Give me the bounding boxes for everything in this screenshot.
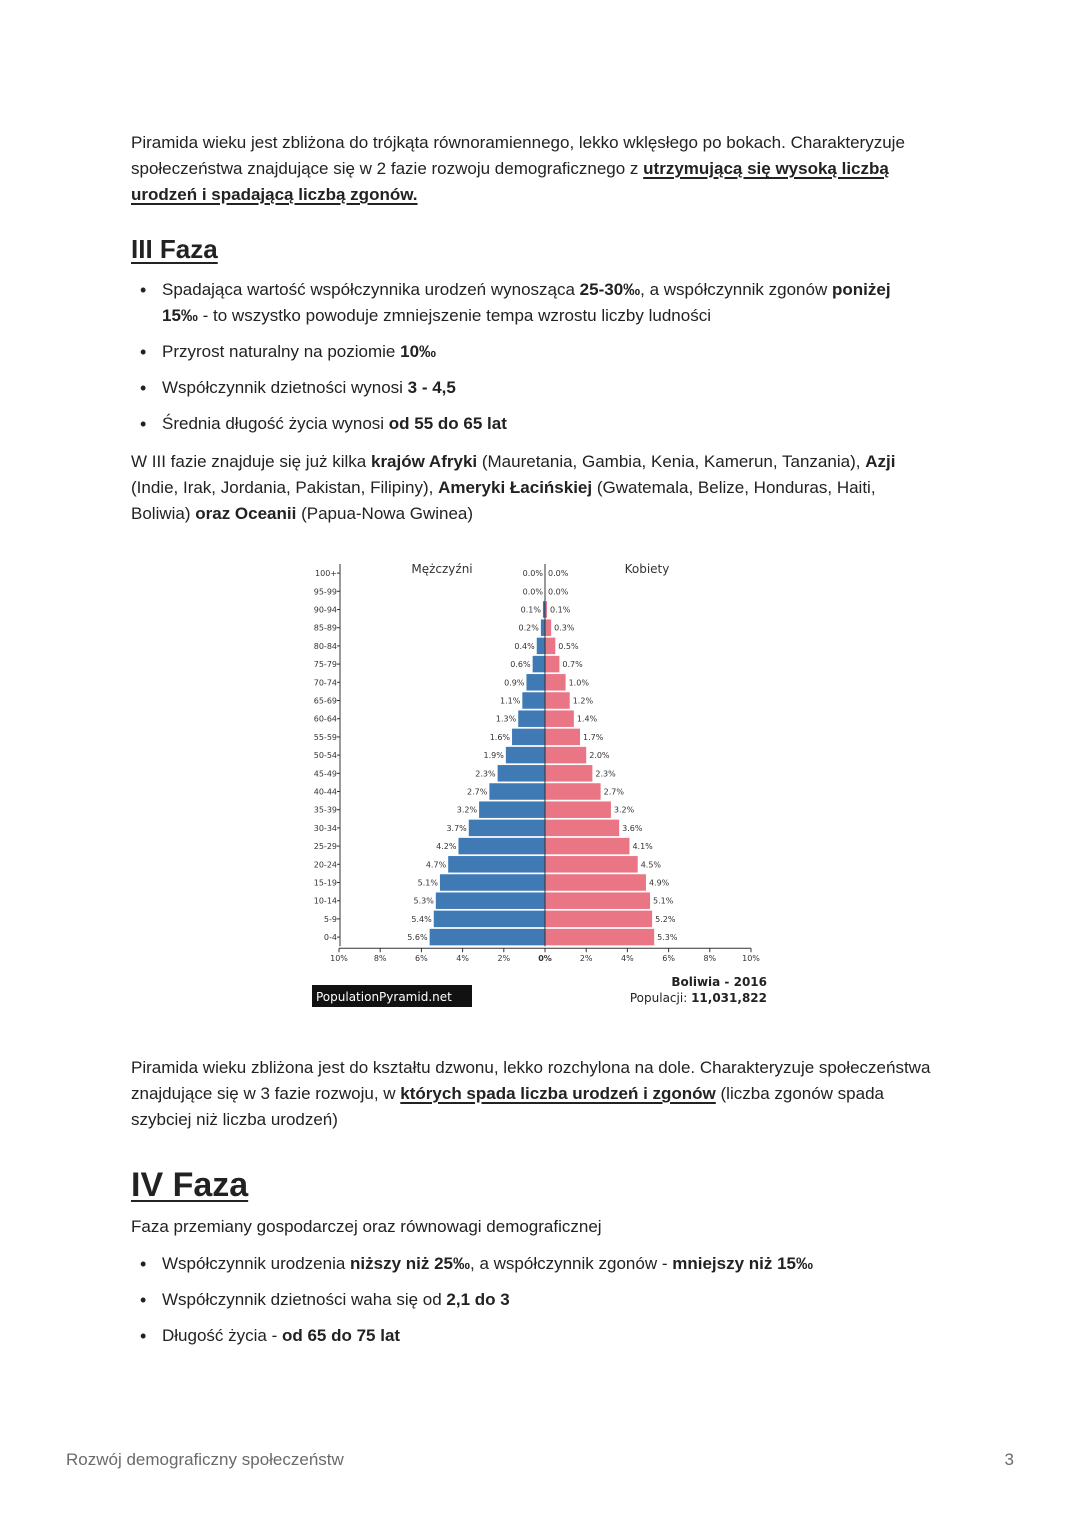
male-value-label: 1.3%: [495, 714, 517, 724]
male-bar: [436, 892, 545, 909]
female-value-label: 0.1%: [550, 605, 571, 615]
males-label: Mężczyźni: [411, 562, 473, 576]
female-value-label: 1.4%: [576, 714, 598, 724]
female-bar: [545, 619, 551, 636]
x-tick-label: 0%: [538, 954, 552, 964]
female-value-label: 2.3%: [595, 769, 616, 779]
male-value-label: 3.7%: [446, 823, 467, 833]
male-value-label: 4.2%: [436, 842, 457, 852]
female-bar: [545, 747, 586, 764]
male-value-label: 5.3%: [413, 896, 434, 906]
male-value-label: 1.6%: [489, 732, 511, 742]
age-group-label: 90-94: [313, 605, 337, 615]
female-bar: [545, 674, 566, 691]
male-bar: [518, 710, 545, 727]
male-bar: [512, 729, 545, 746]
x-tick-label: 10%: [330, 954, 348, 964]
male-bar: [537, 638, 545, 655]
x-tick-label: 8%: [703, 954, 717, 964]
x-tick-label: 10%: [742, 954, 760, 964]
male-value-label: 3.2%: [456, 805, 478, 815]
age-group-label: 40-44: [313, 787, 337, 797]
intro-emphasis: utrzymującą się wysoką liczbą urodzeń i spadającą liczbą zgonów.: [131, 159, 889, 204]
list-item: • Współczynnik dzietności waha się od 2,1 do 3: [131, 1287, 931, 1313]
female-value-label: 0.7%: [562, 660, 583, 670]
age-group-label: 55-59: [313, 732, 337, 742]
x-tick-label: 6%: [662, 954, 675, 964]
male-value-label: 0.2%: [518, 623, 539, 633]
female-bar: [545, 638, 555, 655]
female-value-label: 0.3%: [554, 623, 575, 633]
female-bar: [545, 838, 629, 855]
population-total: Populacji: 11,031,822: [629, 991, 767, 1005]
male-value-label: 1.1%: [500, 696, 521, 706]
x-tick-label: 4%: [621, 954, 634, 964]
intro-paragraph: Piramida wieku jest zbliżona do trójkąta równoramiennego, lekko wklęsłego po bokach. Charakteryzuje społeczeństwa znajdujące się w 2 fazie rozwoju demograficznego z utrzymującą się wysoką liczbą urodzeń i spadającą liczbą zgonów.: [131, 133, 905, 204]
list-item: • Współczynnik dzietności wynosi 3 - 4,5: [131, 375, 931, 401]
female-bar: [545, 929, 654, 946]
population-pyramid-chart: [300, 555, 780, 1015]
male-value-label: 1.9%: [483, 751, 504, 761]
list-item: • Średnia długość życia wynosi od 55 do 65 lat: [131, 411, 931, 437]
male-value-label: 2.7%: [467, 787, 488, 797]
source-label: PopulationPyramid.net: [316, 990, 452, 1004]
phase4-heading: IV Faza: [131, 1166, 249, 1204]
age-group-label: 15-19: [313, 878, 337, 888]
male-bar: [541, 619, 545, 636]
male-value-label: 0.0%: [522, 587, 543, 597]
male-value-label: 4.7%: [425, 860, 447, 870]
male-bar: [526, 674, 545, 691]
female-bar: [545, 729, 580, 746]
male-bar: [506, 747, 545, 764]
age-group-label: 20-24: [313, 860, 337, 870]
x-tick-label: 4%: [456, 954, 469, 964]
female-value-label: 3.2%: [613, 805, 635, 815]
list-item: • Współczynnik urodzenia niższy niż 25‰, a współczynnik zgonów - mniejszy niż 15‰: [131, 1251, 931, 1277]
age-group-label: 70-74: [313, 678, 337, 688]
male-value-label: 0.4%: [514, 641, 535, 651]
page-number: 3: [1004, 1450, 1014, 1469]
male-value-label: 2.3%: [475, 769, 496, 779]
female-bar: [545, 656, 559, 673]
female-bar: [545, 783, 601, 800]
age-group-label: 85-89: [313, 623, 337, 633]
x-tick-label: 8%: [373, 954, 387, 964]
female-bar: [545, 892, 650, 909]
female-value-label: 5.1%: [653, 896, 674, 906]
phase3-list: [131, 277, 931, 447]
male-value-label: 5.4%: [411, 914, 432, 924]
female-bar: [545, 856, 638, 873]
age-group-label: 10-14: [313, 896, 337, 906]
male-value-label: 5.1%: [417, 878, 438, 888]
male-bar: [489, 783, 545, 800]
male-bar: [458, 838, 545, 855]
phase3-countries: W III fazie znajduje się już kilka krajów Afryki (Mauretania, Gambia, Kenia, Kamerun, Tanzania), Azji (Indie, Irak, Jordania, Pakistan, Filipiny), Ameryki Łacińskiej (Gwatemala, Belize, Honduras, Haiti, Boliwia) oraz Oceanii (Papua-Nowa Gwinea): [131, 452, 896, 523]
female-bar: [545, 692, 570, 709]
x-tick-label: 2%: [497, 954, 511, 964]
phase3-description: Piramida wieku zbliżona jest do kształtu dzwonu, lekko rozchylona na dole. Charakteryzuje społeczeństwa znajdujące się w 3 fazie rozwoju, w których spada liczba urodzeń i zgonów (liczba zgonów spada szybciej niż liczba urodzeń): [131, 1058, 931, 1129]
female-bar: [545, 710, 574, 727]
male-value-label: 5.6%: [407, 933, 428, 943]
age-group-label: 30-34: [313, 823, 337, 833]
female-value-label: 1.2%: [572, 696, 594, 706]
list-item: • Spadająca wartość współczynnika urodzeń wynosząca 25-30‰, a współczynnik zgonów poniżej 15‰ - to wszystko powoduje zmniejszenie tempa wzrostu liczby ludności: [131, 277, 931, 329]
females-label: Kobiety: [624, 562, 670, 576]
age-group-label: 5-9: [323, 914, 337, 924]
male-value-label: 0.6%: [510, 660, 531, 670]
female-value-label: 4.5%: [640, 860, 662, 870]
male-bar: [469, 820, 545, 837]
phase4-list: [131, 1251, 931, 1359]
male-value-label: 0.1%: [520, 605, 541, 615]
male-bar: [498, 765, 545, 782]
male-bar: [448, 856, 545, 873]
male-value-label: 0.9%: [504, 678, 525, 688]
female-value-label: 4.1%: [632, 842, 653, 852]
x-tick-label: 6%: [415, 954, 428, 964]
age-group-label: 50-54: [313, 751, 337, 761]
footer-title: Rozwój demograficzny społeczeństw: [66, 1450, 344, 1469]
male-bar: [430, 929, 545, 946]
female-value-label: 0.0%: [548, 569, 569, 579]
age-group-label: 60-64: [313, 714, 337, 724]
female-bar: [545, 874, 646, 891]
female-value-label: 5.3%: [657, 933, 678, 943]
age-group-label: 0-4: [323, 933, 337, 943]
female-value-label: 1.7%: [583, 732, 604, 742]
x-tick-label: 2%: [579, 954, 593, 964]
male-bar: [440, 874, 545, 891]
phase4-subtitle: Faza przemiany gospodarczej oraz równowagi demograficznej: [131, 1217, 602, 1236]
male-bar: [522, 692, 545, 709]
age-group-label: 75-79: [313, 660, 337, 670]
female-bar: [545, 911, 652, 928]
female-value-label: 1.0%: [568, 678, 589, 688]
female-value-label: 5.2%: [655, 914, 676, 924]
female-value-label: 4.9%: [648, 878, 670, 888]
female-value-label: 2.7%: [603, 787, 624, 797]
male-value-label: 0.0%: [522, 569, 543, 579]
age-group-label: 45-49: [313, 769, 337, 779]
male-bar: [533, 656, 545, 673]
female-value-label: 3.6%: [622, 823, 643, 833]
list-item: • Długość życia - od 65 do 75 lat: [131, 1323, 931, 1349]
female-bar: [545, 820, 619, 837]
female-bar: [545, 801, 611, 818]
male-bar: [434, 911, 545, 928]
age-group-label: 35-39: [313, 805, 337, 815]
chart-title: Boliwia - 2016: [671, 975, 767, 989]
female-value-label: 0.5%: [558, 641, 579, 651]
age-group-label: 65-69: [313, 696, 337, 706]
list-item: • Przyrost naturalny na poziomie 10‰: [131, 339, 931, 365]
male-bar: [479, 801, 545, 818]
phase3-heading: III Faza: [131, 234, 218, 264]
female-value-label: 2.0%: [589, 751, 610, 761]
age-group-label: 95-99: [313, 587, 337, 597]
age-group-label: 100+: [315, 569, 337, 579]
female-value-label: 0.0%: [548, 587, 569, 597]
female-bar: [545, 765, 592, 782]
age-group-label: 80-84: [313, 641, 337, 651]
age-group-label: 25-29: [313, 842, 337, 852]
